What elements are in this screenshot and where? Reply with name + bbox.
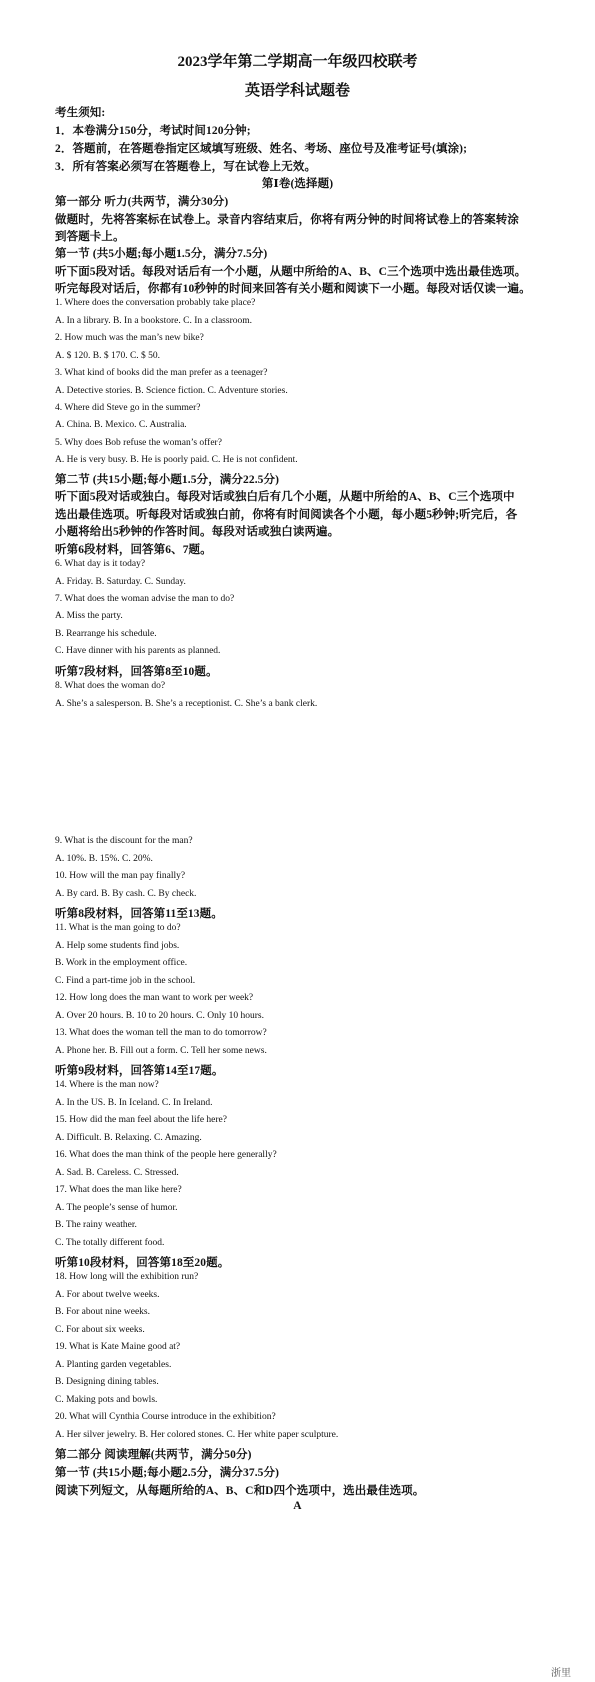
question-19-option-a: A. Planting garden vegetables. bbox=[55, 1360, 172, 1370]
question-13: 13. What does the woman tell the man to do tomorrow? bbox=[55, 1028, 267, 1038]
section1-instruction: 听完每段对话后，你都有10秒钟的时间来回答有关小题和阅读下一小题。每段对话仅读一遍。 bbox=[55, 283, 531, 295]
question-19-option-b: B. Designing dining tables. bbox=[55, 1377, 159, 1387]
question-2: 2. How much was the man’s new bike? bbox=[55, 333, 204, 343]
question-4-options: A. China. B. Mexico. C. Australia. bbox=[55, 420, 187, 430]
section2-heading: 第二节 (共15小题;每小题1.5分，满分22.5分) bbox=[55, 474, 280, 486]
question-18-option-b: B. For about nine weeks. bbox=[55, 1307, 150, 1317]
question-4: 4. Where did Steve go in the summer? bbox=[55, 403, 201, 413]
question-11-option-c: C. Find a part-time job in the school. bbox=[55, 976, 196, 986]
part1-intro: 做题时，先将答案标在试卷上。录音内容结束后，你将有两分钟的时间将试卷上的答案转涂 bbox=[55, 214, 519, 226]
question-5: 5. Why does Bob refuse the woman’s offer? bbox=[55, 438, 222, 448]
question-11: 11. What is the man going to do? bbox=[55, 923, 181, 933]
section2-instruction: 听下面5段对话或独白。每段对话或独白后有几个小题，从题中所给的A、B、C三个选项中 bbox=[55, 491, 515, 503]
question-19-option-c: C. Making pots and bowls. bbox=[55, 1395, 158, 1405]
question-20-options: A. Her silver jewelry. B. Her colored stones. C. Her white paper sculpture. bbox=[55, 1430, 339, 1440]
question-19: 19. What is Kate Maine good at? bbox=[55, 1342, 181, 1352]
part2-instruction: 阅读下列短文，从每题所给的A、B、C和D四个选项中，选出最佳选项。 bbox=[55, 1485, 425, 1497]
question-15: 15. How did the man feel about the life here? bbox=[55, 1115, 227, 1125]
passage-label: A bbox=[293, 1500, 302, 1512]
question-16-options: A. Sad. B. Careless. C. Stressed. bbox=[55, 1168, 179, 1178]
section2-instruction: 小题将给出5秒钟的作答时间。每段对话或独白读两遍。 bbox=[55, 526, 340, 538]
footer-watermark: 浙里 bbox=[551, 1668, 571, 1679]
question-16: 16. What does the man think of the people here generally? bbox=[55, 1150, 277, 1160]
question-9: 9. What is the discount for the man? bbox=[55, 836, 193, 846]
question-2-options: A. $ 120. B. $ 170. C. $ 50. bbox=[55, 351, 161, 361]
material-heading: 听第8段材料，回答第11至13题。 bbox=[55, 908, 223, 920]
part2-section1-heading: 第一节 (共15小题;每小题2.5分，满分37.5分) bbox=[55, 1467, 280, 1479]
question-11-option-b: B. Work in the employment office. bbox=[55, 958, 188, 968]
part2-heading: 第二部分 阅读理解(共两节，满分50分) bbox=[55, 1449, 252, 1461]
question-18: 18. How long will the exhibition run? bbox=[55, 1272, 199, 1282]
question-10-options: A. By card. B. By cash. C. By check. bbox=[55, 889, 197, 899]
question-18-option-a: A. For about twelve weeks. bbox=[55, 1290, 160, 1300]
question-9-options: A. 10%. B. 15%. C. 20%. bbox=[55, 854, 153, 864]
section1-instruction: 听下面5段对话。每段对话后有一个小题，从题中所给的A、B、C三个选项中选出最佳选项。 bbox=[55, 266, 527, 278]
question-11-option-a: A. Help some students find jobs. bbox=[55, 941, 180, 951]
question-5-options: A. He is very busy. B. He is poorly paid. C. He is not confident. bbox=[55, 455, 298, 465]
question-15-options: A. Difficult. B. Relaxing. C. Amazing. bbox=[55, 1133, 202, 1143]
question-8: 8. What does the woman do? bbox=[55, 681, 166, 691]
question-17-option-c: C. The totally different food. bbox=[55, 1238, 165, 1248]
question-17-option-b: B. The rainy weather. bbox=[55, 1220, 137, 1230]
question-12: 12. How long does the man want to work per week? bbox=[55, 993, 254, 1003]
notice-item: 3．所有答案必须写在答题卷上，写在试卷上无效。 bbox=[55, 161, 317, 173]
question-6: 6. What day is it today? bbox=[55, 559, 146, 569]
question-17: 17. What does the man like here? bbox=[55, 1185, 182, 1195]
question-10: 10. How will the man pay finally? bbox=[55, 871, 186, 881]
question-17-option-a: A. The people’s sense of humor. bbox=[55, 1203, 178, 1213]
question-7-option-a: A. Miss the party. bbox=[55, 611, 123, 621]
exam-subtitle: 英语学科试题卷 bbox=[244, 83, 350, 99]
material-heading: 听第7段材料，回答第8至10题。 bbox=[55, 666, 218, 678]
part1-intro: 到答题卡上。 bbox=[55, 231, 125, 243]
notice-item: 2．答题前，在答题卷指定区域填写班级、姓名、考场、座位号及准考证号(填涂); bbox=[55, 143, 468, 155]
question-18-option-c: C. For about six weeks. bbox=[55, 1325, 145, 1335]
question-14: 14. Where is the man now? bbox=[55, 1080, 159, 1090]
section2-instruction: 选出最佳选项。听每段对话或独白前，你将有时间阅读各个小题，每小题5秒钟;听完后，各 bbox=[55, 509, 518, 521]
volume-title: 第Ⅰ卷(选择题) bbox=[261, 178, 334, 190]
question-1: 1. Where does the conversation probably take place? bbox=[55, 298, 256, 308]
question-6-options: A. Friday. B. Saturday. C. Sunday. bbox=[55, 577, 186, 587]
question-3: 3. What kind of books did the man prefer as a teenager? bbox=[55, 368, 268, 378]
part1-heading: 第一部分 听力(共两节，满分30分) bbox=[55, 196, 229, 208]
section1-heading: 第一节 (共5小题;每小题1.5分，满分7.5分) bbox=[55, 248, 268, 260]
question-3-options: A. Detective stories. B. Science fiction. C. Adventure stories. bbox=[55, 386, 288, 396]
question-12-options: A. Over 20 hours. B. 10 to 20 hours. C. Only 10 hours. bbox=[55, 1011, 264, 1021]
notice-item: 1．本卷满分150分，考试时间120分钟; bbox=[55, 125, 251, 137]
question-14-options: A. In the US. B. In Iceland. C. In Ireland. bbox=[55, 1098, 213, 1108]
material-heading: 听第9段材料，回答第14至17题。 bbox=[55, 1065, 224, 1077]
material-heading: 听第10段材料，回答第18至20题。 bbox=[55, 1257, 230, 1269]
question-1-options: A. In a library. B. In a bookstore. C. In a classroom. bbox=[55, 316, 252, 326]
question-7-option-b: B. Rearrange his schedule. bbox=[55, 629, 157, 639]
question-20: 20. What will Cynthia Course introduce in the exhibition? bbox=[55, 1412, 276, 1422]
question-7: 7. What does the woman advise the man to do? bbox=[55, 594, 235, 604]
notice-heading: 考生须知: bbox=[55, 107, 106, 119]
question-8-options: A. She’s a salesperson. B. She’s a receptionist. C. She’s a bank clerk. bbox=[55, 699, 318, 709]
exam-title: 2023学年第二学期高一年级四校联考 bbox=[177, 54, 418, 70]
question-13-options: A. Phone her. B. Fill out a form. C. Tell her some news. bbox=[55, 1046, 267, 1056]
material-heading: 听第6段材料，回答第6、7题。 bbox=[55, 544, 212, 556]
question-7-option-c: C. Have dinner with his parents as planned. bbox=[55, 646, 221, 656]
